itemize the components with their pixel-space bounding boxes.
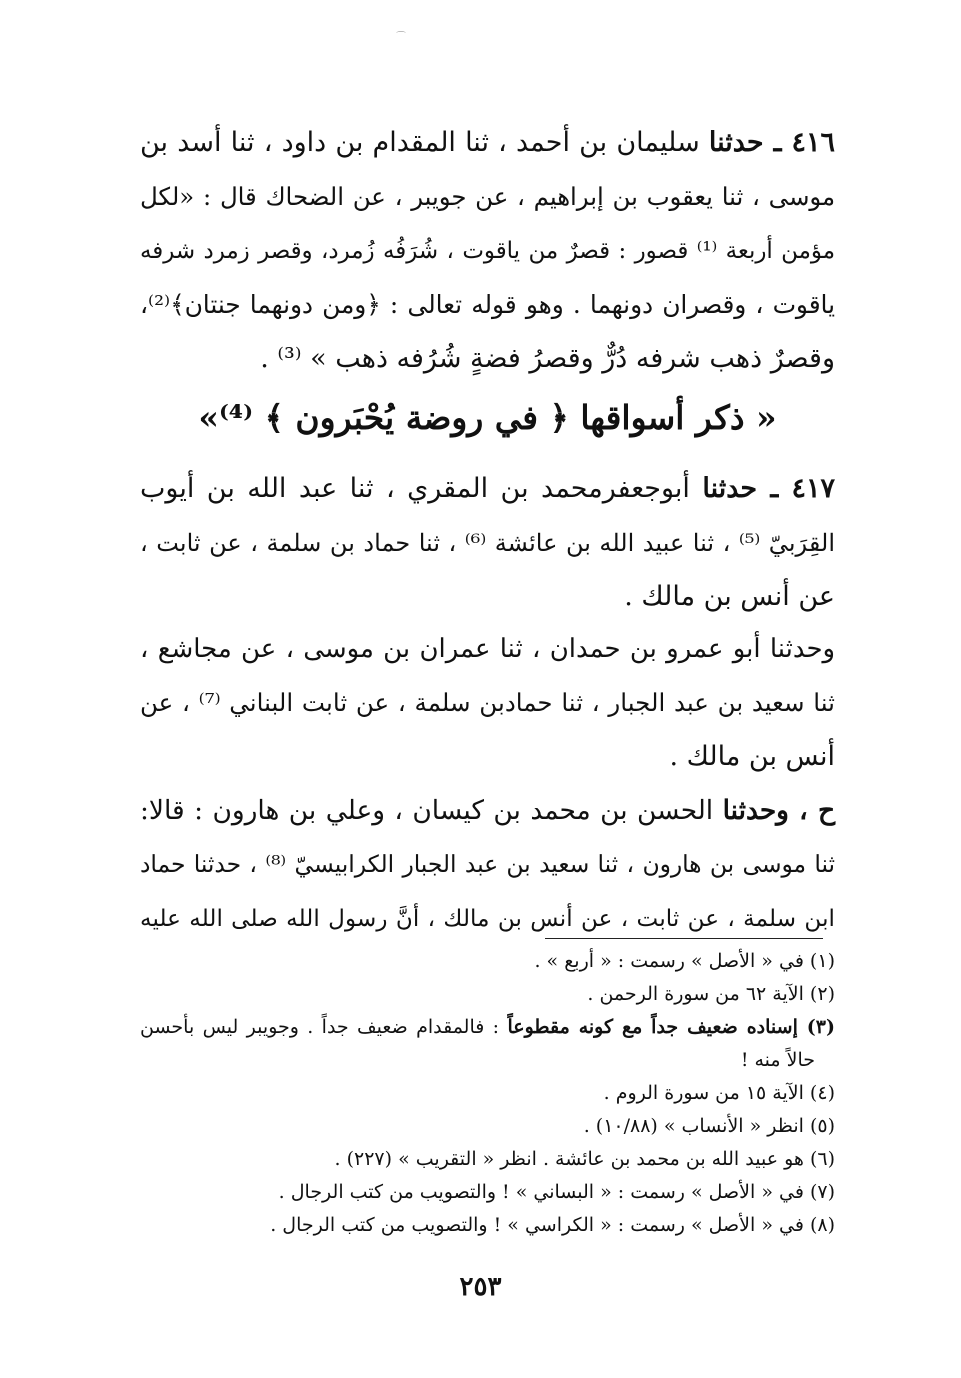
footnote-4: (٤) الآية ١٥ من سورة الروم . xyxy=(603,1082,835,1104)
footnote-separator xyxy=(545,938,823,939)
footnote-5: (٥) انظر « الأنساب » (١٠/٨٨) . xyxy=(583,1115,835,1137)
hadith-417-line-2: القِرَبيّ ⁽⁵⁾ ، ثنا عبيد الله بن عائشة ⁽⁶⁾ ، ثنا حماد بن سلمة ، عن ثابت ، xyxy=(140,529,836,557)
chain-3-lead: ح ، وحدثنا xyxy=(722,795,835,826)
hadith-416-line-4: ياقوت ، وقصران دونهما . وهو قوله تعالى : ﴿ومن دونهما جنتان﴾⁽²⁾، xyxy=(140,290,835,319)
footnote-6: (٦) هو عبيد الله بن محمد بن عائشة . انظر « التقريب » (٢٢٧) . xyxy=(334,1148,835,1170)
footnotes xyxy=(140,945,835,1242)
hadith-416-line-3: مؤمن أربعة ⁽¹⁾ قصور : قصرٌ من ياقوت ، شُرَفُه زُمرد، وقصر زمرد شرفه xyxy=(140,238,835,264)
hadith-416 xyxy=(140,116,835,386)
hadith-417-line-3: عن أنس بن مالك . xyxy=(624,581,835,612)
hadith-417 xyxy=(140,462,835,624)
footnote-3-continued: حالاً منه ! xyxy=(740,1049,815,1071)
hadith-416-line-5: وقصرٌ ذهب شرفه دُرٌّ وقصرُ فضةٍ شُرُفه ذهب » ⁽³⁾ . xyxy=(260,343,835,374)
scan-speck: ⌒ xyxy=(396,32,406,43)
chain-paragraph-3 xyxy=(140,784,835,946)
footnote-8: (٨) في « الأصل » رسمت : « الكراسي » ! والتصويب من كتب الرجال . xyxy=(270,1214,835,1236)
chain-3-line-1: ح ، وحدثنا الحسن بن محمد بن كيسان ، وعلي بن هارون : قالا: xyxy=(140,795,835,826)
chain-2-line-3: أنس بن مالك . xyxy=(669,741,835,772)
hadith-number-417: ٤١٧ ـ حدثنا xyxy=(702,473,835,504)
chain-3-line-3: ابن سلمة ، عن ثابت ، عن أنس بن مالك ، أنَّ رسول الله صلى الله عليه xyxy=(140,905,835,932)
hadith-number-416: ٤١٦ ـ حدثنا xyxy=(708,127,835,158)
chain-2-line-1: وحدثنا أبو عمرو بن حمدان ، ثنا عمران بن موسى ، عن مجاشع ، xyxy=(140,634,835,664)
section-heading: « ذكر أسواقها ﴿ في روضة يُحْبَرون ﴾ ⁽⁴⁾» xyxy=(198,398,777,437)
hadith-417-line-1: ٤١٧ ـ حدثنا أبوجعفرمحمد بن المقري ، ثنا عبد الله بن أيوب xyxy=(140,473,835,504)
chain-paragraph-2 xyxy=(140,622,835,784)
hadith-416-line-2: موسى ، ثنا يعقوب بن إبراهيم ، عن جويبر ، عن الضحاك قال : «لكل xyxy=(140,182,835,211)
page-number: ٢٥٣ xyxy=(459,1272,502,1302)
footnote-2: (٢) الآية ٦٢ من سورة الرحمن . xyxy=(587,983,835,1005)
hadith-416-line-1: ٤١٦ ـ حدثنا سليمان بن أحمد ، ثنا المقدام بن داود ، ثنا أسد بن xyxy=(140,127,835,158)
chain-2-line-2: ثنا سعيد بن عبد الجبار ، ثنا حمادبن سلمة ، عن ثابت البناني ⁽⁷⁾ ، عن xyxy=(140,688,836,717)
footnote-7: (٧) في « الأصل » رسمت : « البساني » ! والتصويب من كتب الرجال . xyxy=(278,1181,835,1203)
footnote-1: (١) في « الأصل » رسمت : « أربع » . xyxy=(534,950,835,972)
chain-3-line-2: ثنا موسى بن هارون ، ثنا سعيد بن عبد الجبار الكرابيسيّ ⁽⁸⁾ ، حدثنا حماد xyxy=(140,851,835,878)
footnote-3: (٣) إسناده ضعيف جداً مع كونه مقطوعاً : فالمقدام ضعيف جداً . وجويبر ليس بأحسن xyxy=(140,1016,835,1038)
